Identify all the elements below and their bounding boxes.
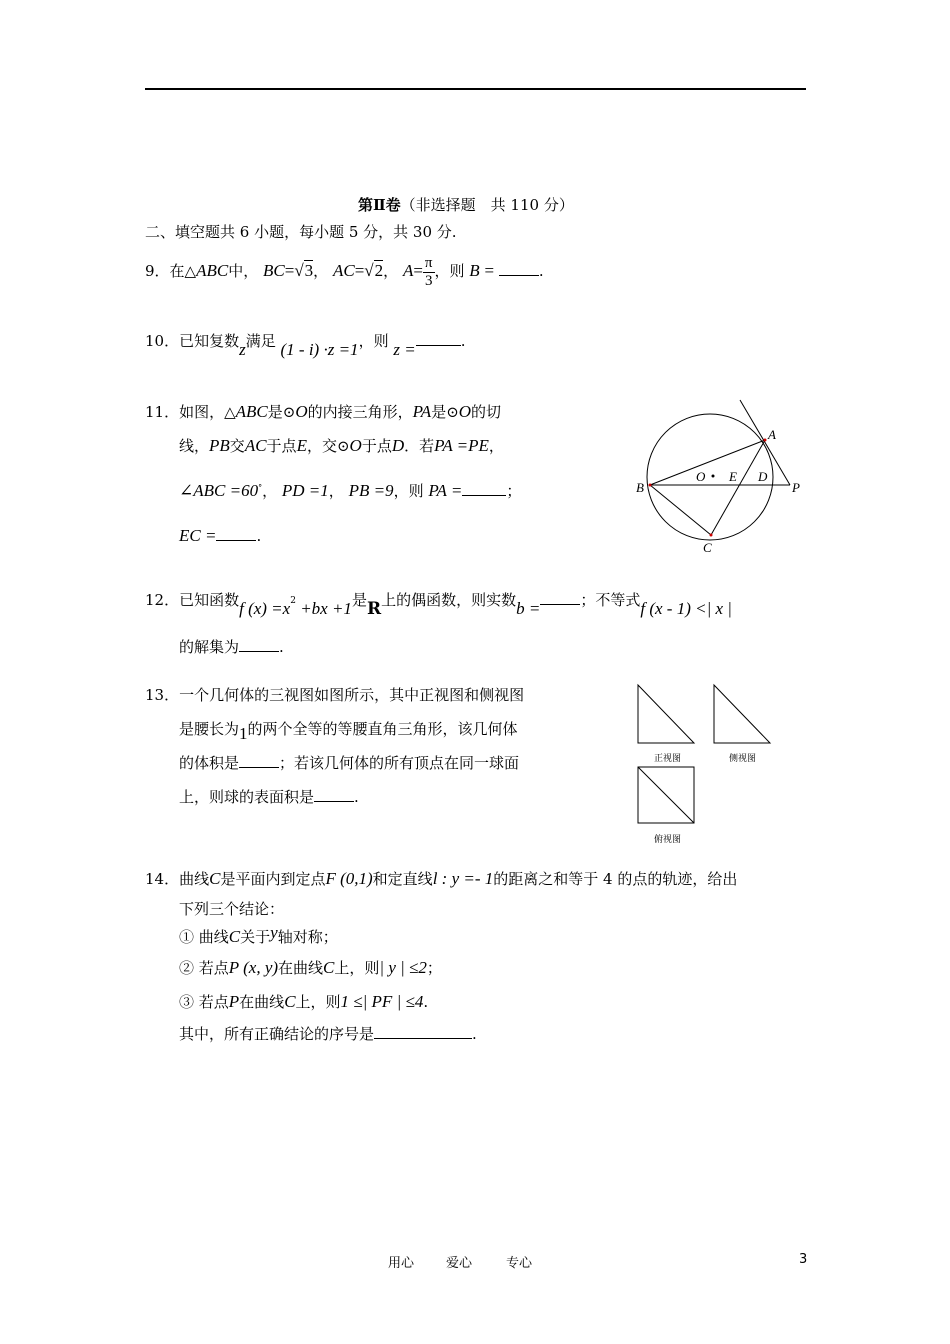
question-14-last-line: 其中，所有正确结论的序号是 . <box>179 1025 477 1043</box>
label-c: C <box>703 540 712 555</box>
circle-o <box>647 414 773 540</box>
answer-blank <box>314 789 354 802</box>
side-view-triangle <box>714 685 770 743</box>
section-title: 第Ⅱ卷（非选择题 共 110 分） <box>358 196 574 214</box>
top-view <box>630 764 710 830</box>
answer-blank <box>216 528 256 541</box>
question-12-line-1: 12．已知函数f $(x) =x^2 +bx +1$是R上的偶函数，则实数b = ；不等式f (x - 1) <| x | <box>145 591 732 619</box>
section-instruction: 二、填空题共 6 小题，每小题 5 分，共 30 分. <box>145 223 457 241</box>
front-view-triangle <box>638 685 694 743</box>
point-o <box>712 475 715 478</box>
label-d: D <box>758 469 768 484</box>
question-13-line-2: 是腰长为1的两个全等的等腰直角三角形，该几何体 <box>179 720 518 743</box>
point-a <box>764 439 767 442</box>
question-13-line-3: 的体积是 ；若该几何体的所有顶点在同一球面 <box>179 754 520 772</box>
label-b: B <box>636 480 644 495</box>
segment-bc <box>650 485 711 535</box>
question-11-line-2: 线，PB交AC于点E，交⊙O于点D．若PA =PE， <box>179 436 504 455</box>
question-12-line-2: 的解集为 . <box>179 638 284 656</box>
footer-motto-1: 用心 <box>388 1256 415 1271</box>
header-rule <box>145 88 806 90</box>
question-11-line-3: ∠ABC =60°， PD =1， PB =9，则 PA = ； <box>179 481 522 500</box>
point-b <box>649 484 652 487</box>
segment-ac <box>711 440 765 535</box>
conclusion-1: ① 曲线C关于y轴对称； <box>179 923 338 946</box>
footer-motto-2: 爱心 <box>446 1256 473 1271</box>
label-a: A <box>768 427 776 442</box>
answer-blank <box>499 263 539 276</box>
answer-blank <box>540 592 580 605</box>
page-number: 3 <box>799 1252 808 1267</box>
answer-blank <box>239 639 279 652</box>
question-11-line-1: 11．如图，△ABC是⊙O的内接三角形，PA是⊙O的切 <box>145 402 502 421</box>
label-p: P <box>792 480 800 495</box>
label-e: E <box>729 469 737 484</box>
three-views-top-row <box>630 680 780 760</box>
question-14-line-2: 下列三个结论： <box>179 900 285 918</box>
answer-blank <box>462 483 506 496</box>
answer-blank <box>416 333 461 346</box>
question-11-line-4: EC = . <box>179 526 262 545</box>
point-c <box>710 534 713 537</box>
fraction-pi-over-3: $\frac{\pi}{3}$ <box>424 254 433 289</box>
label-o: O <box>696 469 706 484</box>
conclusion-2: ② 若点P (x, y)在曲线C上，则| y | ≤2； <box>179 958 442 977</box>
question-9: 9．在△ABC中， BC=√3， AC=√2， A= $\frac{\pi}{3}$ ，则 B = . <box>145 254 544 289</box>
question-10: 10．已知复数z满足 (1 - i) ·z =1，则 z = . <box>145 332 466 359</box>
front-view-caption: 正视图 <box>654 754 682 764</box>
top-view-diagonal <box>638 767 694 823</box>
conclusion-3: ③ 若点P在曲线C上，则1 ≤| PF | ≤4. <box>179 992 429 1011</box>
answer-blank <box>374 1026 472 1039</box>
footer-motto-3: 专心 <box>506 1256 533 1271</box>
side-view-caption: 侧视图 <box>729 754 757 764</box>
top-view-caption: 俯视图 <box>654 835 682 845</box>
question-13-line-1: 13．一个几何体的三视图如图所示，其中正视图和侧视图 <box>145 686 525 704</box>
circle-tangent-figure <box>625 395 815 560</box>
question-14-line-1: 14．曲线C是平面内到定点F (0,1)和定直线l : y =- 1的距离之和等于 4 的点的轨迹，给出 <box>145 869 738 888</box>
segment-ba <box>650 440 765 485</box>
question-13-line-4: 上，则球的表面积是 . <box>179 788 359 806</box>
answer-blank <box>239 755 279 768</box>
